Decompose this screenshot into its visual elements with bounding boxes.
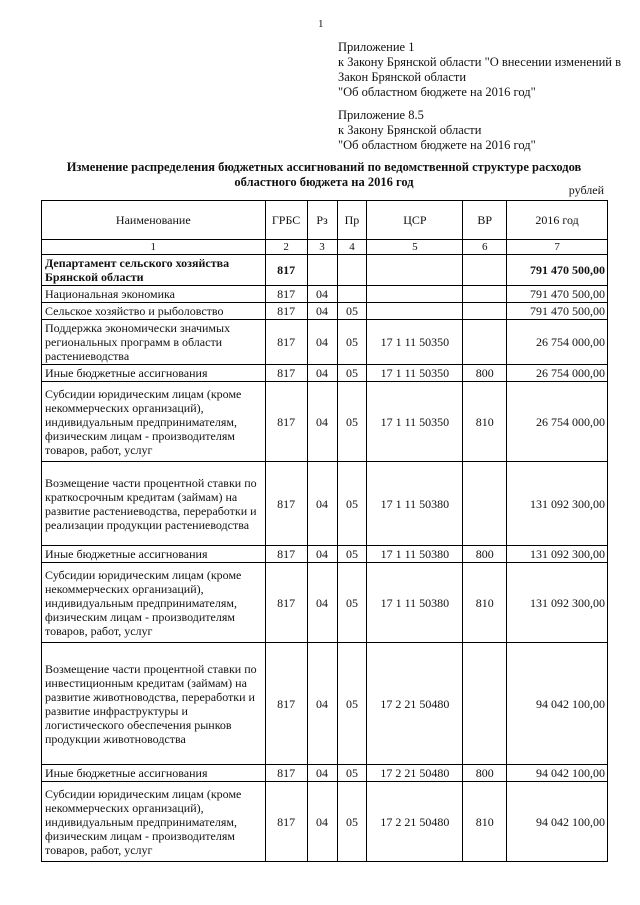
- cell-rz: 04: [307, 563, 337, 643]
- cell-name: Возмещение части процентной ставки по инвестиционным кредитам (займам) на развитие животноводства, переработки и развитие инфраструктуры и логистического обеспечения рынков продукции животноводства: [42, 643, 266, 765]
- cell-csr: 17 1 11 50380: [367, 462, 463, 546]
- cell-rz: [307, 255, 337, 286]
- cell-csr: [367, 286, 463, 303]
- cell-amount: 791 470 500,00: [507, 255, 608, 286]
- cell-grbs: 817: [265, 765, 307, 782]
- index-2: 2: [265, 240, 307, 255]
- cell-pr: 05: [337, 365, 367, 382]
- cell-csr: 17 2 21 50480: [367, 765, 463, 782]
- cell-grbs: 817: [265, 286, 307, 303]
- page-number: 1: [318, 18, 324, 30]
- cell-csr: 17 1 11 50350: [367, 365, 463, 382]
- index-1: 1: [42, 240, 266, 255]
- index-3: 3: [307, 240, 337, 255]
- header-rz: Рз: [307, 201, 337, 240]
- cell-pr: 05: [337, 546, 367, 563]
- table-index-row: [42, 240, 608, 255]
- cell-csr: 17 1 11 50350: [367, 320, 463, 365]
- cell-vr: [463, 320, 507, 365]
- cell-rz: 04: [307, 320, 337, 365]
- appendix-1-block: [338, 40, 621, 100]
- cell-name: Сельское хозяйство и рыболовство: [42, 303, 266, 320]
- cell-rz: 04: [307, 382, 337, 462]
- cell-rz: 04: [307, 303, 337, 320]
- cell-amount: 791 470 500,00: [507, 303, 608, 320]
- cell-vr: [463, 255, 507, 286]
- cell-pr: 05: [337, 462, 367, 546]
- table-row: [42, 365, 608, 382]
- title-line: Изменение распределения бюджетных ассигнований по ведомственной структуре расходов: [66, 160, 582, 174]
- cell-rz: 04: [307, 643, 337, 765]
- cell-rz: 04: [307, 765, 337, 782]
- cell-pr: 05: [337, 382, 367, 462]
- cell-csr: 17 1 11 50380: [367, 563, 463, 643]
- cell-grbs: 817: [265, 255, 307, 286]
- cell-name: Субсидии юридическим лицам (кроме некоммерческих организаций), индивидуальным предпринимателям, физическим лицам - производителям товаров, работ, услуг: [42, 563, 266, 643]
- appendix1-line: Приложение 1: [338, 40, 415, 54]
- cell-csr: 17 2 21 50480: [367, 643, 463, 765]
- appendix2-line: "Об областном бюджете на 2016 год": [338, 138, 536, 152]
- cell-vr: 800: [463, 546, 507, 563]
- cell-name: Субсидии юридическим лицам (кроме некоммерческих организаций), индивидуальным предпринимателям, физическим лицам - производителям товаров, работ, услуг: [42, 782, 266, 862]
- cell-rz: 04: [307, 546, 337, 563]
- table-row: [42, 563, 608, 643]
- cell-vr: 810: [463, 382, 507, 462]
- cell-pr: 05: [337, 303, 367, 320]
- cell-name: Возмещение части процентной ставки по краткосрочным кредитам (займам) на развитие растениеводства, переработки и реализации продукции растениеводства: [42, 462, 266, 546]
- index-7: 7: [507, 240, 608, 255]
- table-row: [42, 782, 608, 862]
- header-pr: Пр: [337, 201, 367, 240]
- appendix1-line: к Закону Брянской области "О внесении изменений в: [338, 55, 621, 69]
- cell-amount: 26 754 000,00: [507, 365, 608, 382]
- cell-rz: 04: [307, 462, 337, 546]
- index-6: 6: [463, 240, 507, 255]
- table-row: [42, 303, 608, 320]
- table-row: [42, 546, 608, 563]
- table-row: [42, 320, 608, 365]
- cell-rz: 04: [307, 365, 337, 382]
- cell-vr: [463, 286, 507, 303]
- header-vr: ВР: [463, 201, 507, 240]
- cell-vr: [463, 643, 507, 765]
- cell-amount: 791 470 500,00: [507, 286, 608, 303]
- cell-vr: 800: [463, 365, 507, 382]
- appendix-8-5-block: [338, 108, 536, 153]
- appendix2-line: Приложение 8.5: [338, 108, 424, 122]
- title-line: областного бюджета на 2016 год: [234, 175, 414, 189]
- cell-name: Иные бюджетные ассигнования: [42, 546, 266, 563]
- cell-vr: [463, 303, 507, 320]
- cell-amount: 131 092 300,00: [507, 462, 608, 546]
- cell-name: Иные бюджетные ассигнования: [42, 365, 266, 382]
- cell-amount: 26 754 000,00: [507, 382, 608, 462]
- cell-name: Департамент сельского хозяйства Брянской области: [42, 255, 266, 286]
- cell-grbs: 817: [265, 382, 307, 462]
- cell-amount: 94 042 100,00: [507, 765, 608, 782]
- cell-name: Национальная экономика: [42, 286, 266, 303]
- table-row: [42, 255, 608, 286]
- cell-pr: 05: [337, 320, 367, 365]
- cell-amount: 94 042 100,00: [507, 643, 608, 765]
- cell-grbs: 817: [265, 563, 307, 643]
- cell-grbs: 817: [265, 782, 307, 862]
- cell-csr: 17 1 11 50380: [367, 546, 463, 563]
- units-label: рублей: [568, 183, 604, 197]
- cell-grbs: 817: [265, 462, 307, 546]
- cell-grbs: 817: [265, 643, 307, 765]
- cell-grbs: 817: [265, 365, 307, 382]
- cell-pr: 05: [337, 782, 367, 862]
- document-title: [40, 160, 608, 190]
- budget-table: [41, 200, 608, 862]
- appendix2-line: к Закону Брянской области: [338, 123, 482, 137]
- cell-amount: 131 092 300,00: [507, 546, 608, 563]
- cell-csr: [367, 303, 463, 320]
- cell-vr: 800: [463, 765, 507, 782]
- table-header-row: [42, 201, 608, 240]
- cell-pr: [337, 286, 367, 303]
- appendix1-line: Закон Брянской области: [338, 70, 467, 84]
- cell-vr: [463, 462, 507, 546]
- cell-rz: 04: [307, 782, 337, 862]
- cell-pr: 05: [337, 563, 367, 643]
- header-name: Наименование: [42, 201, 266, 240]
- header-grbs: ГРБС: [265, 201, 307, 240]
- cell-pr: 05: [337, 643, 367, 765]
- cell-csr: 17 2 21 50480: [367, 782, 463, 862]
- cell-name: Поддержка экономически значимых региональных программ в области растениеводства: [42, 320, 266, 365]
- cell-grbs: 817: [265, 546, 307, 563]
- cell-vr: 810: [463, 563, 507, 643]
- cell-amount: 131 092 300,00: [507, 563, 608, 643]
- table-row: [42, 643, 608, 765]
- header-csr: ЦСР: [367, 201, 463, 240]
- table-row: [42, 382, 608, 462]
- cell-grbs: 817: [265, 320, 307, 365]
- appendix1-line: "Об областном бюджете на 2016 год": [338, 85, 536, 99]
- cell-vr: 810: [463, 782, 507, 862]
- index-4: 4: [337, 240, 367, 255]
- header-year: 2016 год: [507, 201, 608, 240]
- cell-grbs: 817: [265, 303, 307, 320]
- cell-name: Иные бюджетные ассигнования: [42, 765, 266, 782]
- table-row: [42, 765, 608, 782]
- cell-pr: [337, 255, 367, 286]
- cell-csr: 17 1 11 50350: [367, 382, 463, 462]
- cell-amount: 94 042 100,00: [507, 782, 608, 862]
- cell-rz: 04: [307, 286, 337, 303]
- cell-name: Субсидии юридическим лицам (кроме некоммерческих организаций), индивидуальным предпринимателям, физическим лицам - производителям товаров, работ, услуг: [42, 382, 266, 462]
- table-row: [42, 286, 608, 303]
- index-5: 5: [367, 240, 463, 255]
- cell-amount: 26 754 000,00: [507, 320, 608, 365]
- table-row: [42, 462, 608, 546]
- cell-csr: [367, 255, 463, 286]
- cell-pr: 05: [337, 765, 367, 782]
